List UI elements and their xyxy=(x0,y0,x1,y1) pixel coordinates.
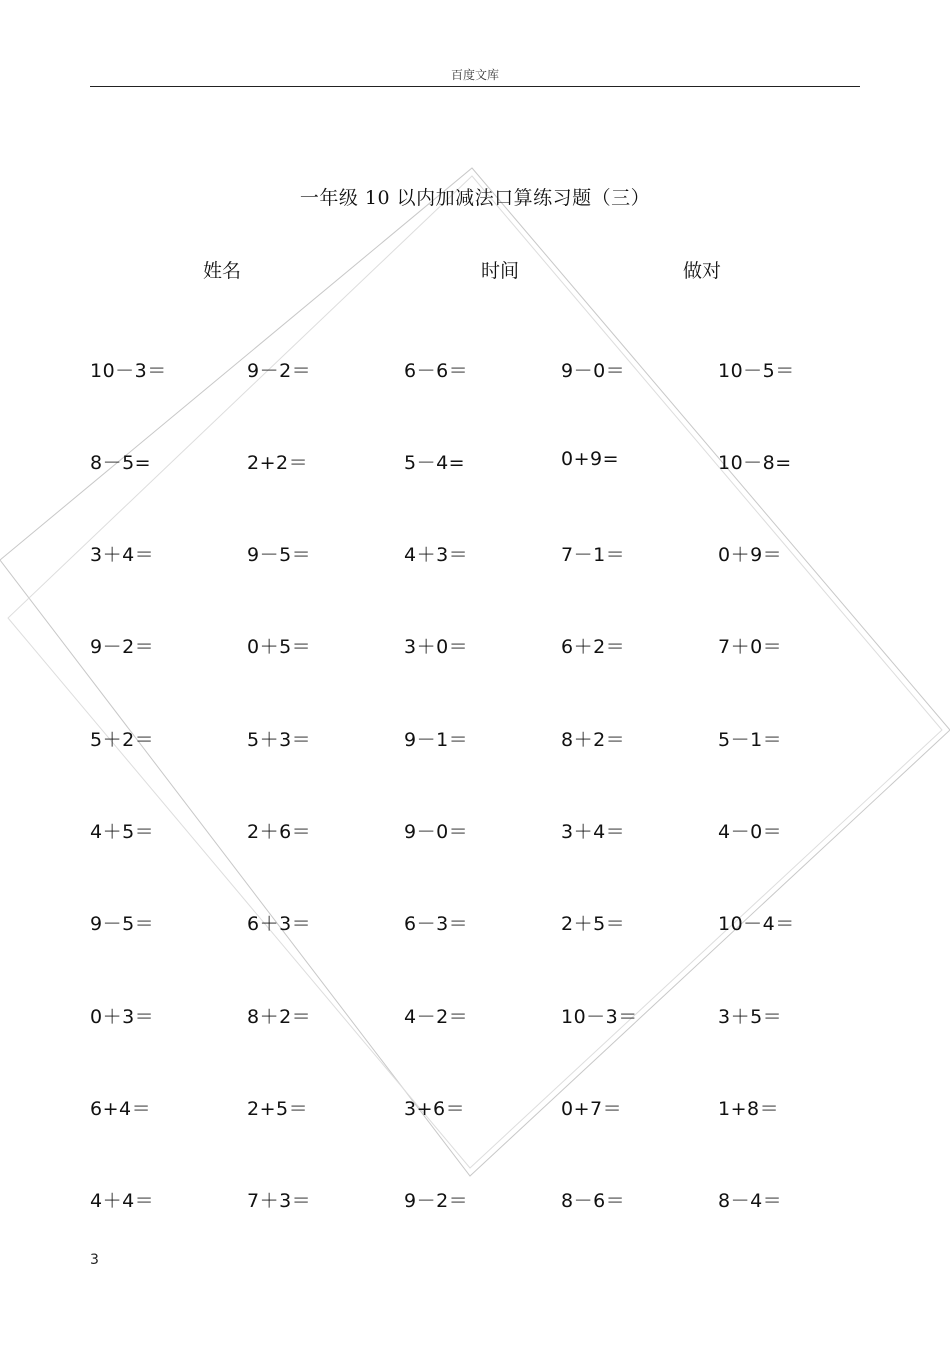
arithmetic-problem: 6＋3＝ xyxy=(247,913,312,935)
arithmetic-problem: 9－0＝ xyxy=(561,360,626,382)
arithmetic-problem: 2+2＝ xyxy=(247,452,309,474)
arithmetic-problem: 3+6＝ xyxy=(404,1098,466,1120)
header-divider xyxy=(90,86,860,87)
arithmetic-problem: 4＋5＝ xyxy=(90,821,155,843)
arithmetic-problem: 10－3＝ xyxy=(561,1006,638,1028)
arithmetic-problem: 0+7＝ xyxy=(561,1098,623,1120)
page-number: 3 xyxy=(90,1252,99,1268)
arithmetic-problem: 0＋5＝ xyxy=(247,636,312,658)
arithmetic-problem: 7＋0＝ xyxy=(718,636,783,658)
arithmetic-problem: 1+8＝ xyxy=(718,1098,780,1120)
arithmetic-problem: 4－0＝ xyxy=(718,821,783,843)
problem-row xyxy=(90,540,880,566)
arithmetic-problem: 8－5= xyxy=(90,452,152,474)
arithmetic-problem: 4＋3＝ xyxy=(404,544,469,566)
arithmetic-problem: 9－1＝ xyxy=(404,729,469,751)
arithmetic-problem: 9－2＝ xyxy=(404,1190,469,1212)
arithmetic-problem: 6+4＝ xyxy=(90,1098,152,1120)
time-field-label: 时间 xyxy=(481,260,520,282)
problem-row xyxy=(90,632,880,658)
problem-row xyxy=(90,1002,880,1028)
problem-row xyxy=(90,909,880,935)
arithmetic-problem: 3＋4＝ xyxy=(90,544,155,566)
arithmetic-problem: 2＋6＝ xyxy=(247,821,312,843)
arithmetic-problem: 10－4＝ xyxy=(718,913,795,935)
arithmetic-problem: 10－8= xyxy=(718,452,792,474)
arithmetic-problem: 5－1＝ xyxy=(718,729,783,751)
arithmetic-problem: 7＋3＝ xyxy=(247,1190,312,1212)
arithmetic-problem: 3＋4＝ xyxy=(561,821,626,843)
problem-row xyxy=(90,817,880,843)
problem-row xyxy=(90,448,880,474)
arithmetic-problem: 8＋2＝ xyxy=(247,1006,312,1028)
arithmetic-problem: 5－4= xyxy=(404,452,466,474)
arithmetic-problem: 2＋5＝ xyxy=(561,913,626,935)
problem-row xyxy=(90,1094,880,1120)
arithmetic-problem: 4－2＝ xyxy=(404,1006,469,1028)
problem-row xyxy=(90,725,880,751)
arithmetic-problem: 8－4＝ xyxy=(718,1190,783,1212)
arithmetic-problem: 9－2＝ xyxy=(247,360,312,382)
arithmetic-problem: 7－1＝ xyxy=(561,544,626,566)
arithmetic-problem: 9－5＝ xyxy=(247,544,312,566)
arithmetic-problem: 9－2＝ xyxy=(90,636,155,658)
arithmetic-problem: 10－3＝ xyxy=(90,360,167,382)
problem-row xyxy=(90,1186,880,1212)
arithmetic-problem: 6－6＝ xyxy=(404,360,469,382)
arithmetic-problem: 5＋3＝ xyxy=(247,729,312,751)
arithmetic-problem: 9－0＝ xyxy=(404,821,469,843)
page-title: 一年级 10 以内加减法口算练习题（三） xyxy=(299,187,651,209)
correct-field-label: 做对 xyxy=(683,260,722,282)
arithmetic-problem: 8＋2＝ xyxy=(561,729,626,751)
arithmetic-problem: 9－5＝ xyxy=(90,913,155,935)
arithmetic-problem: 3＋5＝ xyxy=(718,1006,783,1028)
arithmetic-problem: 0＋3＝ xyxy=(90,1006,155,1028)
problem-row xyxy=(90,356,880,382)
arithmetic-problem: 0+9= xyxy=(561,448,620,470)
arithmetic-problem: 3＋0＝ xyxy=(404,636,469,658)
arithmetic-problem: 10－5＝ xyxy=(718,360,795,382)
name-field-label: 姓名 xyxy=(203,260,242,282)
arithmetic-problem: 0＋9＝ xyxy=(718,544,783,566)
arithmetic-problem: 2+5＝ xyxy=(247,1098,309,1120)
arithmetic-problem: 4＋4＝ xyxy=(90,1190,155,1212)
arithmetic-problem: 6＋2＝ xyxy=(561,636,626,658)
header-text: 百度文库 xyxy=(450,68,499,82)
arithmetic-problem: 5＋2＝ xyxy=(90,729,155,751)
arithmetic-problem: 6－3＝ xyxy=(404,913,469,935)
arithmetic-problem: 8－6＝ xyxy=(561,1190,626,1212)
